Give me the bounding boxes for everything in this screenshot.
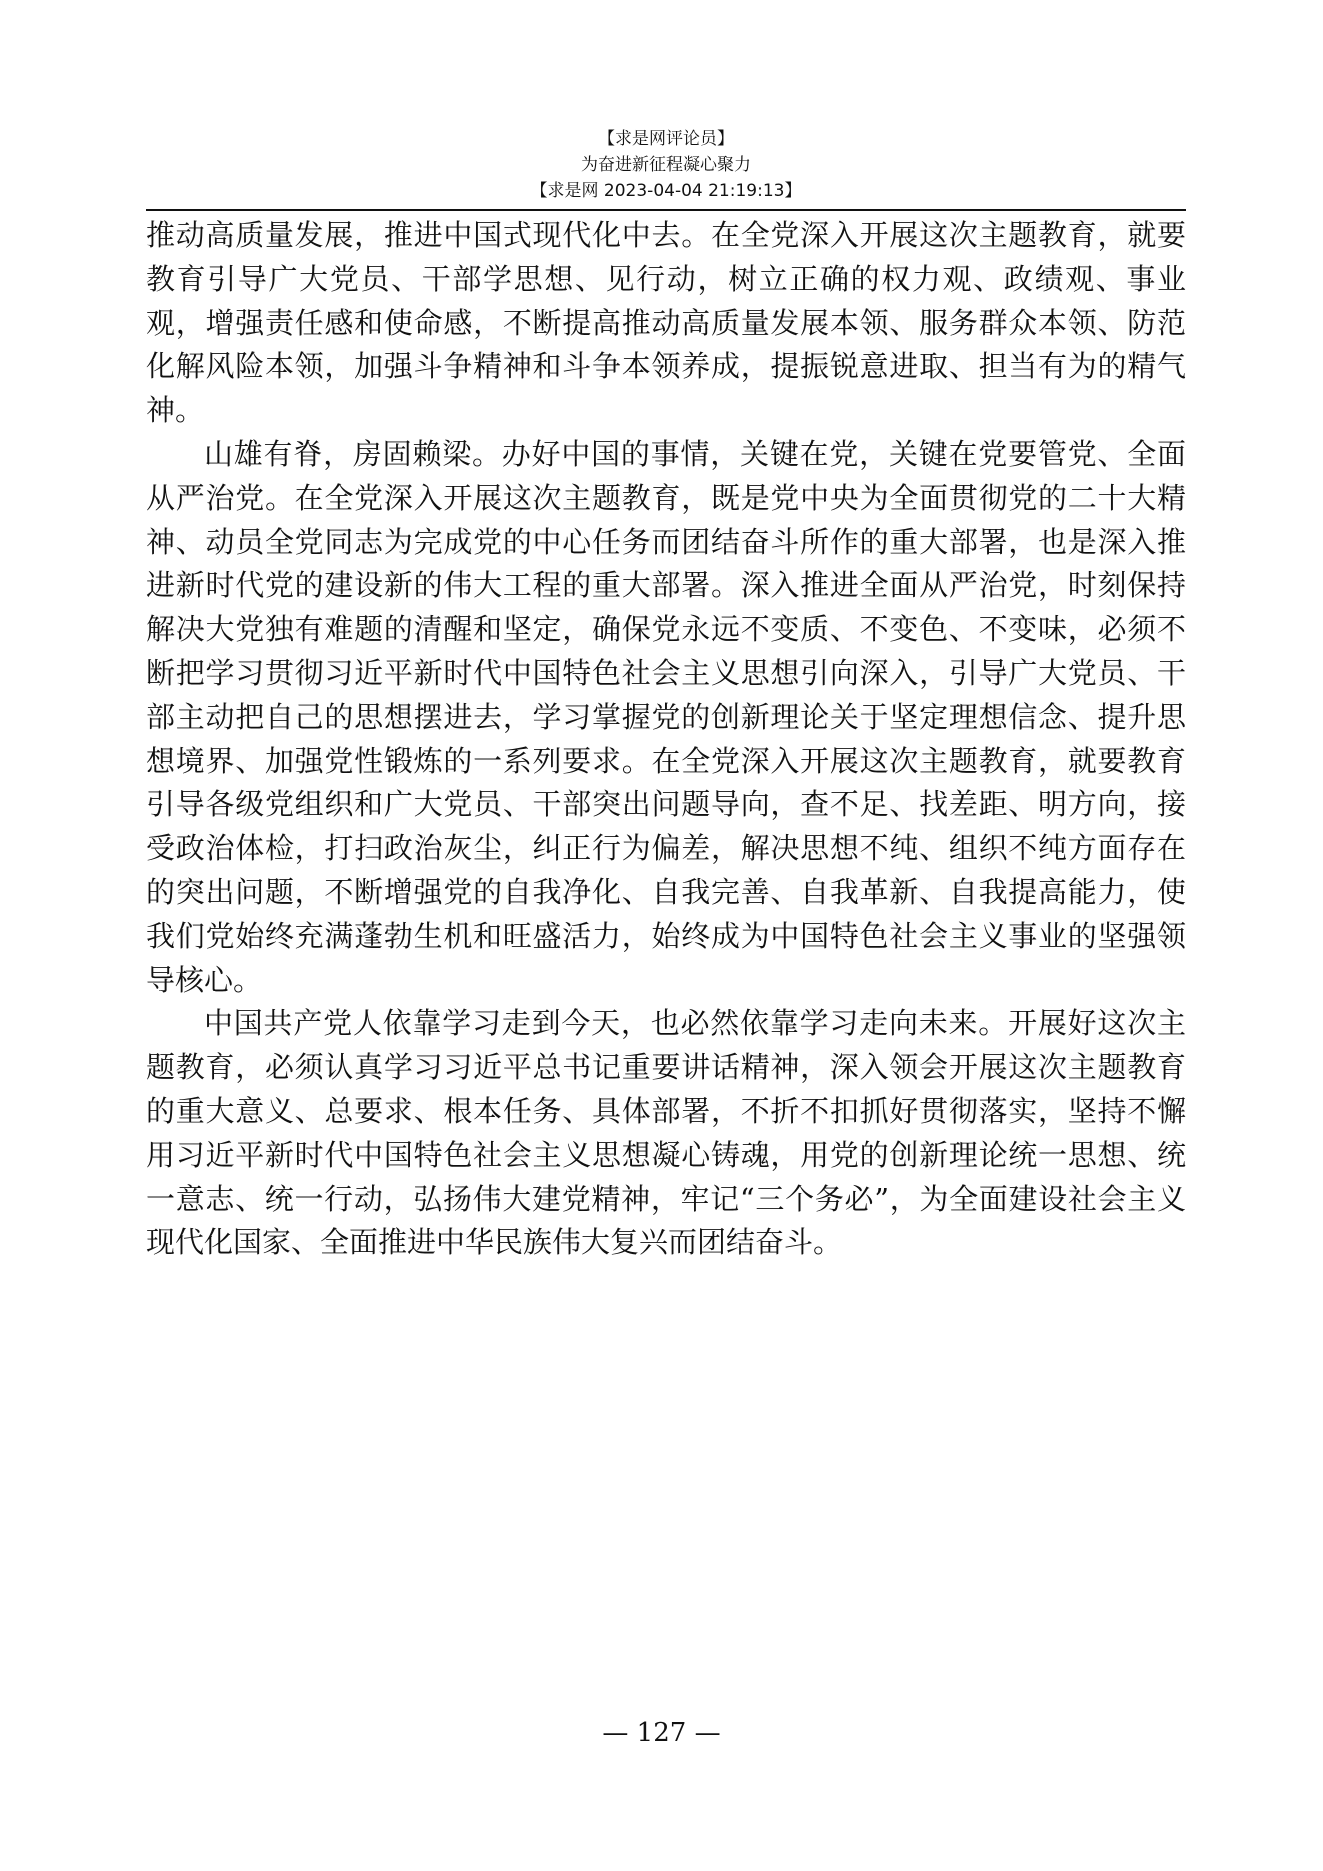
article-body	[146, 214, 1186, 1265]
header-divider	[146, 209, 1186, 211]
paragraph: 中国共产党人依靠学习走到今天，也必然依靠学习走向未来。开展好这次主题教育，必须认真学习习近平总书记重要讲话精神，深入领会开展这次主题教育的重大意义、总要求、根本任务、具体部署，不折不扣抓好贯彻落实，坚持不懈用习近平新时代中国特色社会主义思想凝心铸魂，用党的创新理论统一思想、统一意志、统一行动，弘扬伟大建党精神，牢记“三个务必”，为全面建设社会主义现代化国家、全面推进中华民族伟大复兴而团结奋斗。	[146, 1006, 1186, 1260]
header-column-label: 【求是网评论员】	[598, 129, 734, 149]
page-number: — 127 —	[602, 1718, 721, 1748]
article-title: 为奋进新征程凝心聚力	[581, 155, 751, 175]
article-source-date: 【求是网 2023-04-04 21:19:13】	[530, 181, 802, 201]
paragraph-continued: 推动高质量发展，推进中国式现代化中去。在全党深入开展这次主题教育，就要教育引导广大党员、干部学思想、见行动，树立正确的权力观、政绩观、事业观，增强责任感和使命感，不断提高推动高质量发展本领、服务群众本领、防范化解风险本领，加强斗争精神和斗争本领养成，提振锐意进取、担当有为的精气神。	[146, 218, 1186, 428]
page-header	[146, 126, 1186, 204]
paragraph: 山雄有脊，房固赖梁。办好中国的事情，关键在党，关键在党要管党、全面从严治党。在全党深入开展这次主题教育，既是党中央为全面贯彻党的二十大精神、动员全党同志为完成党的中心任务而团结奋斗所作的重大部署，也是深入推进新时代党的建设新的伟大工程的重大部署。深入推进全面从严治党，时刻保持解决大党独有难题的清醒和坚定，确保党永远不变质、不变色、不变味，必须不断把学习贯彻习近平新时代中国特色社会主义思想引向深入，引导广大党员、干部主动把自己的思想摆进去，学习掌握党的创新理论关于坚定理想信念、提升思想境界、加强党性锻炼的一系列要求。在全党深入开展这次主题教育，就要教育引导各级党组织和广大党员、干部突出问题导向，查不足、找差距、明方向，接受政治体检，打扫政治灰尘，纠正行为偏差，解决思想不纯、组织不纯方面存在的突出问题，不断增强党的自我净化、自我完善、自我革新、自我提高能力，使我们党始终充满蓬勃生机和旺盛活力，始终成为中国特色社会主义事业的坚强领导核心。	[146, 436, 1186, 997]
